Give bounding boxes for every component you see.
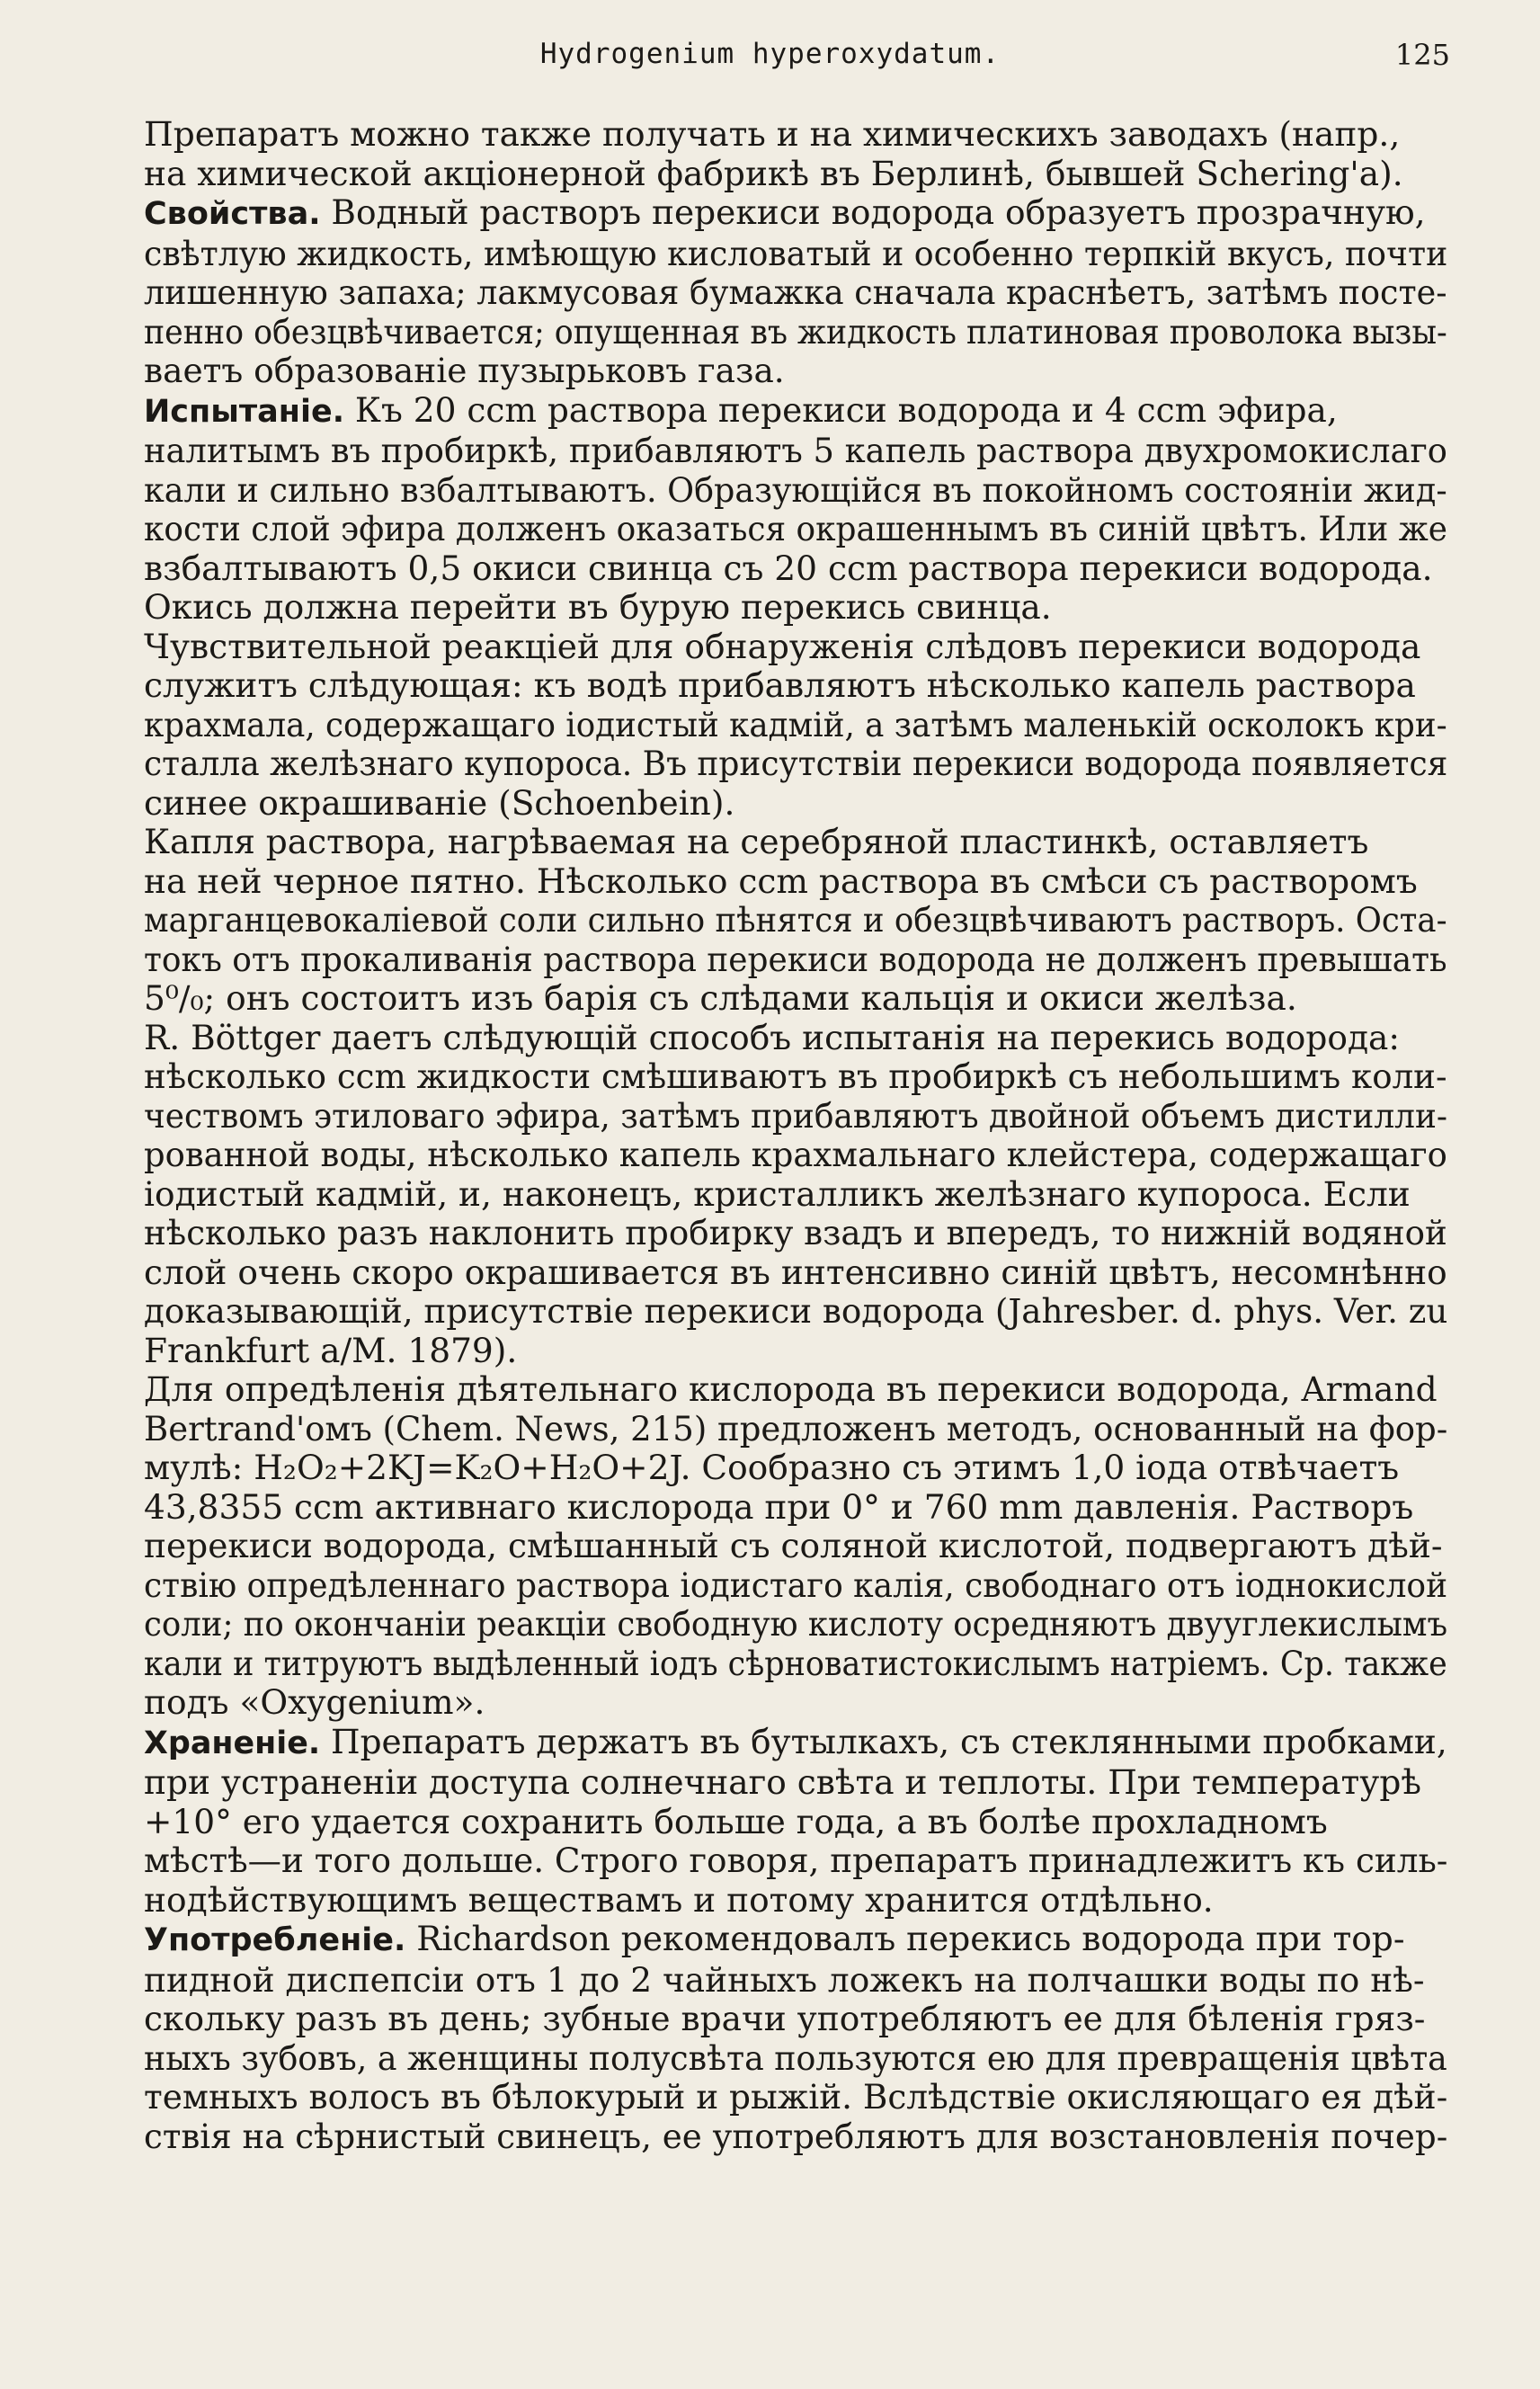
text-line [144,549,1447,589]
text-line [144,823,1447,862]
line-text: взбалтываютъ 0,5 окиси свинца съ 20 ccm раствора перекиси водорода. [144,548,1433,588]
text-line [144,1291,1448,1332]
text-line [144,1920,1447,1961]
line-text: чествомъ этиловаго эфира, затѣмъ прибавляютъ двойной объемъ дистилли- [144,1095,1448,1136]
text-line [144,2116,1448,2157]
text-line [144,1175,1447,1215]
text-line [144,391,1447,432]
line-text: пенно обезцвѣчивается; опущенная въ жидкость платиновая проволока вызы- [144,311,1447,352]
running-head [0,38,1540,83]
text-line [144,1721,1447,1764]
line-text: синее окрашиваніе (Schoenbein). [144,782,735,823]
line-text: кали и титруютъ выдѣленный іодъ сѣрноватистокислымъ натріемъ. Ср. также [144,1643,1447,1683]
text-line [144,1564,1448,1606]
line-text: марганцевокаліевой соли сильно пѣнятся и обезцвѣчиваютъ растворъ. Оста- [144,900,1447,940]
line-text: доказывающій, присутствіе перекиси водорода (Jahresber. d. phys. Ver. zu [144,1291,1448,1331]
line-text: мѣстѣ—и того дольше. Строго говоря, препаратъ принадлежитъ къ силь- [144,1841,1448,1880]
paragraph [144,1920,1447,2156]
text-line [144,1370,1447,1410]
paragraph [144,115,1447,193]
text-line [144,784,1447,824]
line-text: Капля раствора, нагрѣваемая на серебряной пластинкѣ, оставляетъ [144,822,1369,861]
line-text: ствія на сѣрнистый свинецъ, ее употребляютъ для возстановленія почер- [144,2116,1448,2156]
line-text: на ней черное пятно. Нѣсколько ccm раствора въ смѣси съ растворомъ [144,860,1418,901]
line-text: ствію опредѣленнаго раствора іодистаго калія, свободнаго отъ іоднокислой [144,1564,1448,1605]
text-line [144,862,1447,902]
text-line [144,666,1447,706]
text-line [144,2000,1447,2039]
line-text: 43,8355 ccm активнаго кислорода при 0° и 760 mm давленія. Растворъ [144,1486,1414,1527]
text-line [144,1803,1447,1842]
line-text: іодистый кадмій, и, наконецъ, кристалликъ желѣзнаго купороса. Если [144,1173,1411,1214]
line-text: Bertrand'омъ (Chem. News, 215) предложенъ методъ, основанный на фор- [144,1408,1448,1449]
text-line [144,979,1447,1019]
line-text: ваетъ образованіе пузырьковъ газа. [144,351,785,390]
line-text: на химической акціонерной фабрикѣ въ Берлинѣ, бывшей Schering'a). [144,153,1403,193]
text-line [144,1135,1447,1175]
line-text: соли; по окончаніи реакціи свободную кислоту осредняютъ двууглекислымъ [144,1604,1448,1644]
page-number: 125 [1394,38,1450,72]
text-line [144,1095,1448,1137]
line-text: кости слой эфира долженъ оказаться окрашеннымъ въ синій цвѣтъ. Или же [144,509,1447,548]
line-text: слой очень скоро окрашивается въ интенсивно синій цвѣтъ, несомнѣнно [144,1252,1447,1292]
text-line [144,1683,1447,1723]
line-text: подъ «Oxygenium». [144,1682,485,1722]
line-text: нодѣйствующимъ веществамъ и потому хранится отдѣльно. [144,1879,1214,1920]
text-line [144,1604,1448,1645]
line-text: Для опредѣленія дѣятельнаго кислорода въ перекиси водорода, Armand [144,1369,1438,1409]
text-line [144,1763,1447,1803]
text-line [144,1961,1447,2001]
line-text: нѣсколько разъ наклонить пробирку взадъ и впередъ, то нижній водяной [144,1213,1447,1252]
line-text: ныхъ зубовъ, а женщины полусвѣта пользуются ею для превращенія цвѣта [144,2037,1447,2078]
section-heading: Употребленіе. [144,1922,406,1958]
line-text: Водный растворъ перекиси водорода образуетъ прозрачную, [320,192,1426,232]
line-text: Препаратъ можно также получать и на химическихъ заводахъ (напр., [144,114,1401,154]
text-line [144,509,1447,549]
text-line [144,1253,1447,1293]
paragraph [144,823,1447,1019]
text-line [144,744,1448,784]
line-text: +10° его удается сохранить больше года, а въ болѣе прохладномъ [144,1801,1328,1841]
text-line [144,155,1447,194]
line-text: нѣсколько ccm жидкости смѣшиваютъ въ пробиркѣ съ небольшимъ коли- [144,1056,1447,1096]
text-line [144,115,1447,155]
text-line [144,272,1447,313]
text-line [144,352,1447,391]
line-text: Къ 20 ccm раствора перекиси водорода и 4 ccm эфира, [344,389,1338,430]
text-line [144,1643,1447,1684]
paragraph [144,1019,1447,1371]
line-text: скольку разъ въ день; зубные врачи употребляютъ ее для бѣленія гряз- [144,1999,1426,2038]
line-text: токъ отъ прокаливанія раствора перекиси водорода не долженъ превышать [144,939,1447,979]
text-line [144,1019,1447,1058]
line-text: пидной диспепсіи отъ 1 до 2 чайныхъ ложекъ на полчашки воды по нѣ- [144,1959,1425,2000]
paragraph [144,1723,1447,1921]
text-line [144,588,1447,628]
text-line [144,431,1447,471]
paragraph [144,391,1447,628]
line-text: крахмала, содержащаго іодистый кадмій, а затѣмъ маленькій осколокъ кри- [144,704,1447,744]
paragraph [144,1370,1447,1723]
text-line [144,1881,1447,1921]
line-text: сталла желѣзнаго купороса. Въ присутствіи перекиси водорода появляется [144,744,1448,783]
text-line [144,469,1447,511]
line-text: темныхъ волосъ въ бѣлокурый и рыжій. Вслѣдствіе окисляющаго ея дѣй- [144,2077,1448,2117]
line-text: налитымъ въ пробиркѣ, прибавляютъ 5 капель раствора двухромокислаго [144,431,1447,470]
text-line [144,1056,1447,1097]
line-text: служитъ слѣдующая: къ водѣ прибавляютъ нѣсколько капель раствора [144,665,1416,705]
text-line [144,1527,1447,1566]
line-text: Richardson рекомендовалъ перекись водорода при тор- [405,1919,1405,1958]
line-text: R. Böttger даетъ слѣдующій способъ испытанія на перекись водорода: [144,1017,1401,1057]
text-line [144,1332,1447,1371]
line-text: мулѣ: H₂O₂+2KJ=K₂O+H₂O+2J. Сообразно съ этимъ 1,0 іода отвѣчаетъ [144,1448,1400,1487]
line-text: Чувствительной реакціей для обнаруженія слѣдовъ перекиси водорода [144,626,1421,666]
paragraph [144,193,1447,391]
text-line [144,233,1448,274]
section-heading: Испытаніе. [144,393,344,430]
text-line [144,1408,1448,1449]
line-text: 5⁰/₀; онъ состоитъ изъ барія съ слѣдами кальція и окиси желѣза. [144,978,1297,1018]
line-text: Окись должна перейти въ бурую перекись свинца. [144,587,1052,627]
section-heading: Свойства. [144,196,321,232]
line-text: при устраненіи доступа солнечнаго свѣта и теплоты. При температурѣ [144,1762,1421,1802]
text-line [144,311,1447,352]
paragraph [144,628,1447,824]
body-text [144,115,1447,2156]
line-text: Препаратъ держатъ въ бутылкахъ, съ стеклянными пробками, [320,1721,1447,1761]
line-text: кали и сильно взбалтываютъ. Образующійся въ покойномъ состояніи жид- [144,469,1447,510]
line-text: свѣтлую жидкость, имѣющую кисловатый и особенно терпкій вкусъ, почти [144,233,1448,273]
line-text: рованной воды, нѣсколько капель крахмальнаго клейстера, содержащаго [144,1135,1447,1174]
text-line [144,704,1447,745]
section-heading: Храненіе. [144,1725,321,1761]
text-line [144,900,1447,940]
text-line [144,193,1447,235]
text-line [144,628,1447,667]
text-line [144,2037,1447,2079]
running-title: Hydrogenium hyperoxydatum. [539,38,1001,70]
text-line [144,1213,1447,1253]
text-line [144,1488,1447,1528]
text-line [144,2077,1448,2117]
line-text: перекиси водорода, смѣшанный съ соляной кислотой, подвергаютъ дѣй- [144,1526,1443,1565]
line-text: лишенную запаха; лакмусовая бумажка сначала краснѣетъ, затѣмъ посте- [144,272,1447,312]
text-line [144,1841,1448,1881]
text-line [144,1449,1447,1488]
line-text: Frankfurt a/M. 1879). [144,1330,518,1370]
text-line [144,939,1447,980]
